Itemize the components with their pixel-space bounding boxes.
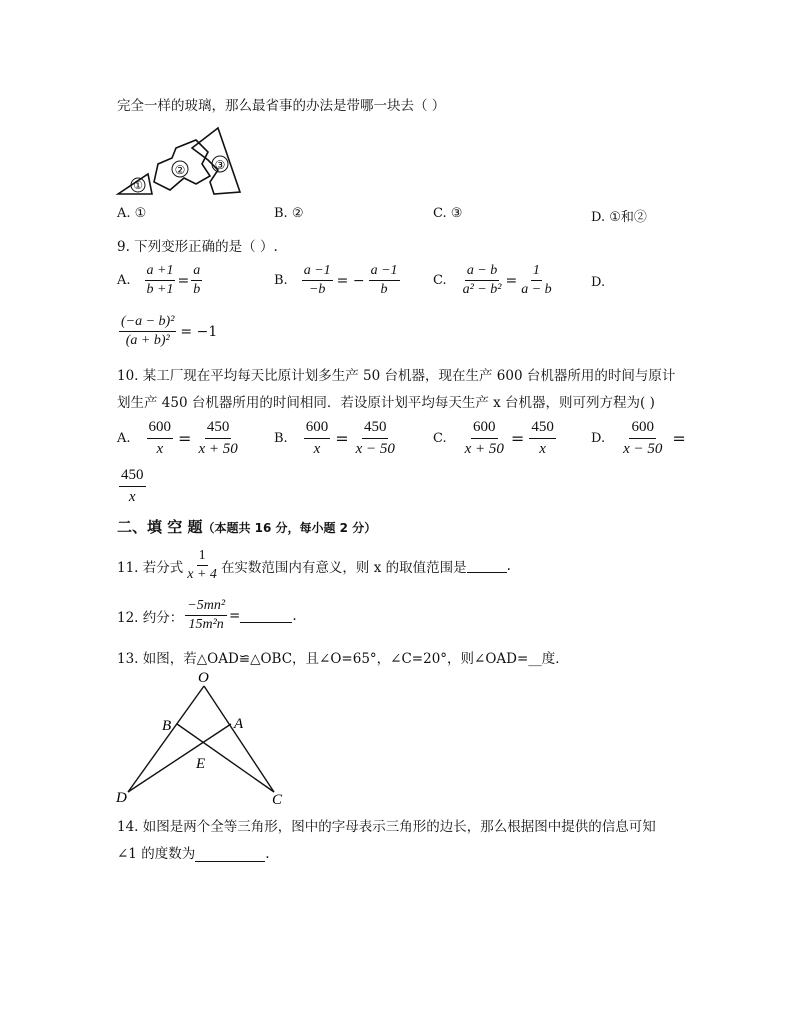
q13-label-c: C xyxy=(272,792,283,808)
q10-b-d2: x − 50 xyxy=(355,441,395,457)
q14-line-1: 14. 如图是两个全等三角形，图中的字母表示三角形的边长，那么根据图中提供的信息可知 xyxy=(117,819,656,835)
q13-label-e: E xyxy=(196,756,206,772)
q8-label-1: ① xyxy=(133,180,143,192)
q9-c-lhs-num: a − b xyxy=(465,263,499,281)
q9-c-eq: = xyxy=(505,272,518,289)
q8-label-3: ③ xyxy=(214,158,226,172)
q8-option-d: D. ①和② xyxy=(591,210,647,225)
q9-b-label: B. xyxy=(274,273,288,288)
q9-a-eq: = xyxy=(177,272,190,289)
q12-den: 15m²n xyxy=(188,617,224,632)
section-2-heading xyxy=(117,516,376,537)
q10-a-label: A. xyxy=(117,431,131,446)
q9-stem: 9. 下列变形正确的是（ ）. xyxy=(117,239,278,255)
q10-a-d2: x + 50 xyxy=(198,441,238,457)
q11-end: . xyxy=(506,557,511,574)
q14-answer-blank[interactable] xyxy=(195,848,265,862)
section-2-title: 二、填 空 题 xyxy=(117,518,203,536)
q9-option-c xyxy=(433,263,556,298)
q12-prefix: 12. 约分： xyxy=(117,609,184,626)
q9-option-b xyxy=(274,263,402,298)
section-2-note: （本题共 16 分，每小题 2 分） xyxy=(202,521,377,535)
q9-d-rhs: = −1 xyxy=(180,323,218,340)
q10-d-d2: x xyxy=(128,489,136,505)
q9-a-label: A. xyxy=(117,273,131,288)
q9-c-lhs-den: a² − b² xyxy=(462,282,502,297)
q10-option-a xyxy=(117,418,242,459)
q12-answer-blank[interactable] xyxy=(240,609,292,623)
q9-d-num: (−a − b)² xyxy=(119,314,176,332)
q10-d-eq: = xyxy=(672,429,686,448)
q11-den: x + 4 xyxy=(187,567,217,582)
q9-c-rhs-den: a − b xyxy=(521,282,552,297)
q10-option-b xyxy=(274,418,399,459)
q12-suffix: = xyxy=(229,607,241,624)
q13-label-o: O xyxy=(198,670,209,686)
q10-a-n2: 450 xyxy=(205,418,232,439)
q10-option-d-rhs xyxy=(117,466,148,507)
q9-c-rhs-num: 1 xyxy=(531,263,542,281)
q12 xyxy=(117,598,297,633)
q8-glass-figure xyxy=(114,124,246,198)
q10-d-n2: 450 xyxy=(119,466,146,487)
q10-a-d1: x xyxy=(156,441,164,457)
q9-d-label: D. xyxy=(591,275,606,290)
q9-b-lhs-num: a −1 xyxy=(302,263,333,281)
q12-end: . xyxy=(292,607,297,624)
q9-a-rhs-den: b xyxy=(193,282,201,297)
q10-b-n1: 600 xyxy=(304,418,331,439)
q10-c-n2: 450 xyxy=(529,418,556,439)
q10-option-d xyxy=(591,418,686,459)
q8-stem-tail: 完全一样的玻璃，那么最省事的办法是带哪一块去（ ） xyxy=(117,98,446,114)
q9-b-eq: = − xyxy=(336,272,365,289)
q9-option-a xyxy=(117,263,204,298)
q10-b-eq: = xyxy=(335,429,349,448)
q10-option-c xyxy=(433,418,558,459)
q10-c-d1: x + 50 xyxy=(464,441,504,457)
q10-line-1: 10. 某工厂现在平均每天比原计划多生产 50 台机器，现在生产 600 台机器所用的时间与原计 xyxy=(117,368,676,384)
q14-line-2 xyxy=(117,842,270,862)
q11-answer-blank[interactable] xyxy=(467,559,507,573)
q9-b-rhs-num: a −1 xyxy=(369,263,400,281)
q13-triangle-figure xyxy=(114,668,294,808)
q9-d-den: (a + b)² xyxy=(125,333,170,348)
q10-c-eq: = xyxy=(510,429,525,448)
q13-label-a: A xyxy=(234,716,244,732)
q11 xyxy=(117,548,511,583)
q8-option-b: B. ② xyxy=(274,206,304,221)
q10-d-d1: x − 50 xyxy=(623,441,663,457)
q9-a-rhs-num: a xyxy=(191,263,202,281)
q9-option-d-expression xyxy=(117,314,217,349)
q14-line-2-text: ∠1 的度数为 xyxy=(117,846,196,862)
q9-a-lhs-num: a +1 xyxy=(145,263,176,281)
q11-prefix: 11. 若分式 xyxy=(117,559,184,576)
q13-label-b: B xyxy=(162,718,172,734)
q10-c-label: C. xyxy=(433,431,447,446)
q13-label-d: D xyxy=(116,790,127,806)
q10-c-d2: x xyxy=(539,441,546,457)
q9-b-lhs-den: −b xyxy=(308,282,326,297)
q9-a-lhs-den: b +1 xyxy=(146,282,174,297)
q9-c-label: C. xyxy=(433,273,447,288)
q10-b-n2: 450 xyxy=(362,418,389,439)
q8-option-c: C. ③ xyxy=(433,206,463,221)
q10-c-n1: 600 xyxy=(471,418,498,439)
q10-b-d1: x xyxy=(313,441,321,457)
q10-b-label: B. xyxy=(274,431,288,446)
q11-suffix: 在实数范围内有意义，则 x 的取值范围是 xyxy=(220,559,467,576)
q11-num: 1 xyxy=(197,548,208,566)
q12-num: −5mn² xyxy=(185,598,227,616)
q13-text: 13. 如图，若△OAD≌△OBC，且∠O=65°，∠C=20°，则∠OAD=__度． xyxy=(117,651,569,667)
q10-a-eq: = xyxy=(178,429,192,448)
q10-d-label: D. xyxy=(591,431,606,446)
q10-a-n1: 600 xyxy=(147,418,174,439)
q8-option-a: A. ① xyxy=(117,206,147,221)
q9-b-rhs-den: b xyxy=(380,282,388,297)
q10-d-n1: 600 xyxy=(629,418,656,439)
q14-end: . xyxy=(265,846,270,862)
q10-line-2: 划生产 450 台机器所用的时间相同．若设原计划平均每天生产 x 台机器，则可列方程为( ) xyxy=(117,395,655,411)
q8-label-2: ② xyxy=(174,163,186,177)
